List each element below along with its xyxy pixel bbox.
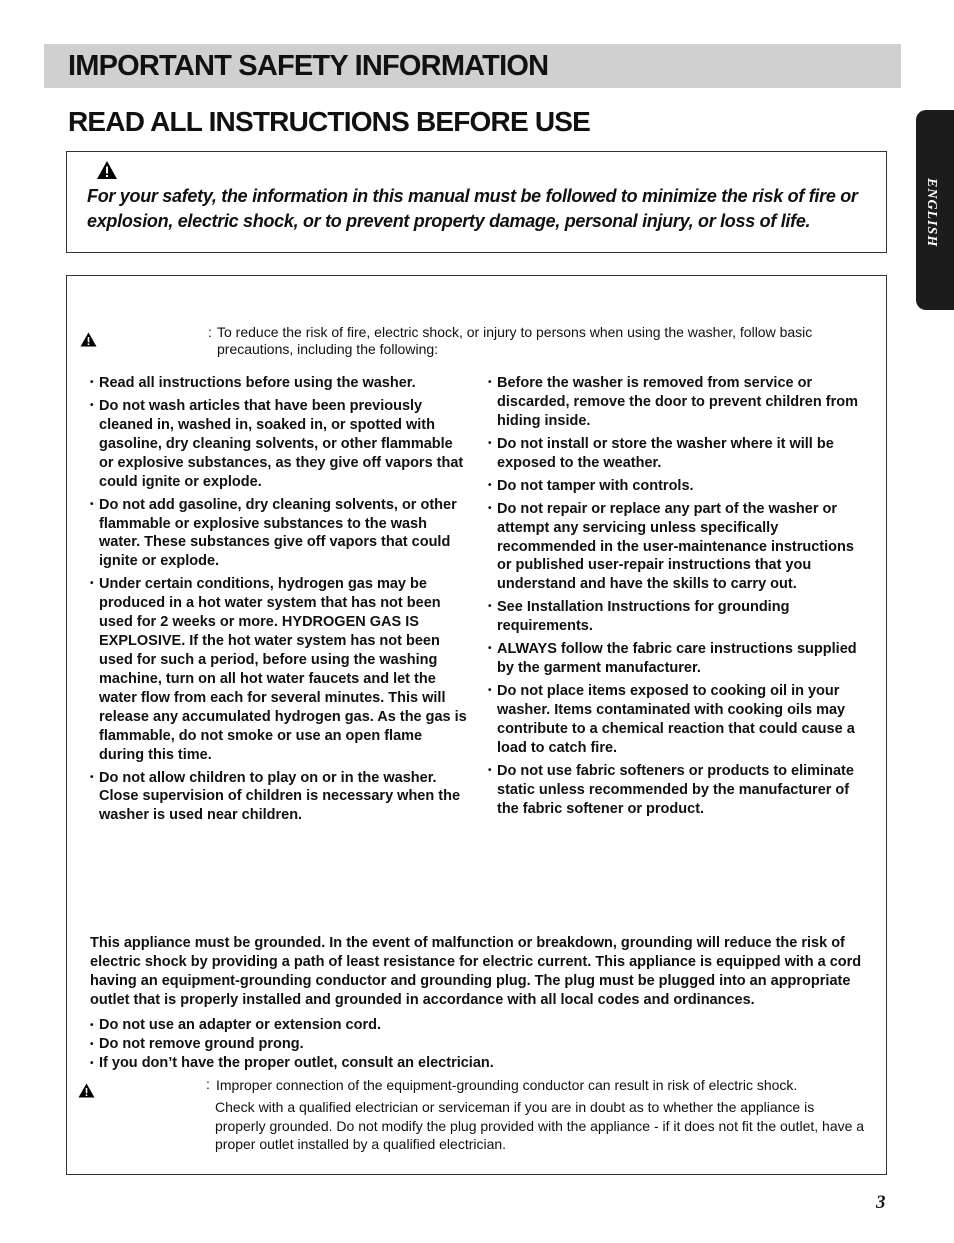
warning-triangle-icon bbox=[96, 160, 118, 180]
grounding-warning-line1: Improper connection of the equipment-grounding conductor can result in risk of electric shock. bbox=[216, 1077, 798, 1093]
instructions-right-list bbox=[488, 374, 863, 823]
list-item: • Do not place items exposed to cooking oil in your washer. Items contaminated with cooking oils may contribute to a chemical reaction that could cause a load to catch fire. bbox=[488, 682, 863, 758]
instructions-box bbox=[66, 275, 887, 1175]
list-item: • Do not install or store the washer where it will be exposed to the weather. bbox=[488, 435, 863, 473]
warning-triangle-icon bbox=[80, 332, 97, 347]
list-item: • Do not use an adapter or extension cord. bbox=[90, 1016, 494, 1035]
list-item: • Do not use fabric softeners or products to eliminate static unless recommended by the manufacturer of the fabric softener or product. bbox=[488, 762, 863, 819]
grounding-warning-colon: : bbox=[206, 1076, 210, 1092]
language-tab-label: ENGLISH bbox=[924, 178, 939, 248]
intro-text: To reduce the risk of fire, electric shock, or injury to persons when using the washer, follow basic precautions, including the following: bbox=[217, 324, 813, 357]
list-item: • Do not tamper with controls. bbox=[488, 477, 863, 496]
page-subtitle: READ ALL INSTRUCTIONS BEFORE USE bbox=[68, 106, 590, 137]
list-item: • Do not add gasoline, dry cleaning solvents, or other flammable or explosive substances to the wash water. These substances give off vapors that could ignite or explode. bbox=[90, 496, 470, 572]
list-item: • Do not allow children to play on or in the washer. Close supervision of children is necessary when the washer is used near children. bbox=[90, 769, 470, 826]
list-item: • ALWAYS follow the fabric care instructions supplied by the garment manufacturer. bbox=[488, 640, 863, 678]
safety-notice-text: For your safety, the information in this manual must be followed to minimize the risk of fire or explosion, electric shock, or to prevent property damage, personal injury, or loss of life. bbox=[87, 186, 858, 231]
list-item: • Before the washer is removed from service or discarded, remove the door to prevent children from hiding inside. bbox=[488, 374, 863, 431]
instructions-intro bbox=[208, 324, 868, 358]
grounding-paragraph: This appliance must be grounded. In the event of malfunction or breakdown, grounding will reduce the risk of electric shock by providing a path of least resistance for electric current. This appliance is equipped with a cord having an equipment-grounding conductor and grounding plug. The plug must be plugged into an appropriate outlet that is properly installed and grounded in accordance with all local codes and ordinances. bbox=[90, 935, 862, 1008]
safety-notice-box bbox=[66, 151, 887, 253]
list-item: • Under certain conditions, hydrogen gas may be produced in a hot water system that has not been used for 2 weeks or more. HYDROGEN GAS IS EXPLOSIVE. If the hot water system has not been used for such a period, before using the washing machine, turn on all hot water faucets and let the water flow from each for several minutes. This will release any accumulated hydrogen gas. As the gas is flammable, do not smoke or use an open flame during this time. bbox=[90, 575, 470, 764]
instructions-left-list bbox=[90, 374, 470, 829]
intro-colon: : bbox=[208, 324, 212, 340]
list-item: • If you don’t have the proper outlet, consult an electrician. bbox=[90, 1054, 494, 1073]
language-tab bbox=[916, 110, 954, 310]
grounding-list bbox=[90, 1016, 494, 1074]
page-number: 3 bbox=[876, 1192, 886, 1213]
list-item: • See Installation Instructions for grounding requirements. bbox=[488, 598, 863, 636]
page-title: IMPORTANT SAFETY INFORMATION bbox=[68, 50, 549, 82]
warning-triangle-icon bbox=[78, 1083, 95, 1098]
list-item: • Do not repair or replace any part of the washer or attempt any servicing unless specifically recommended in the user-maintenance instructions or published user-repair instructions that you understand and have the skills to carry out. bbox=[488, 500, 863, 595]
list-item: • Do not wash articles that have been previously cleaned in, washed in, soaked in, or spotted with gasoline, dry cleaning solvents, or other flammable or explosive substances, as they give off vapors that could ignite or explode. bbox=[90, 397, 470, 492]
grounding-warning-line2: Check with a qualified electrician or serviceman if you are in doubt as to whether the appliance is properly grounded. Do not modify the plug provided with the appliance - if it does not fit the outlet, have a proper outlet installed by a qualified electrician. bbox=[215, 1099, 865, 1153]
list-item: • Read all instructions before using the washer. bbox=[90, 374, 470, 393]
list-item: • Do not remove ground prong. bbox=[90, 1035, 494, 1054]
